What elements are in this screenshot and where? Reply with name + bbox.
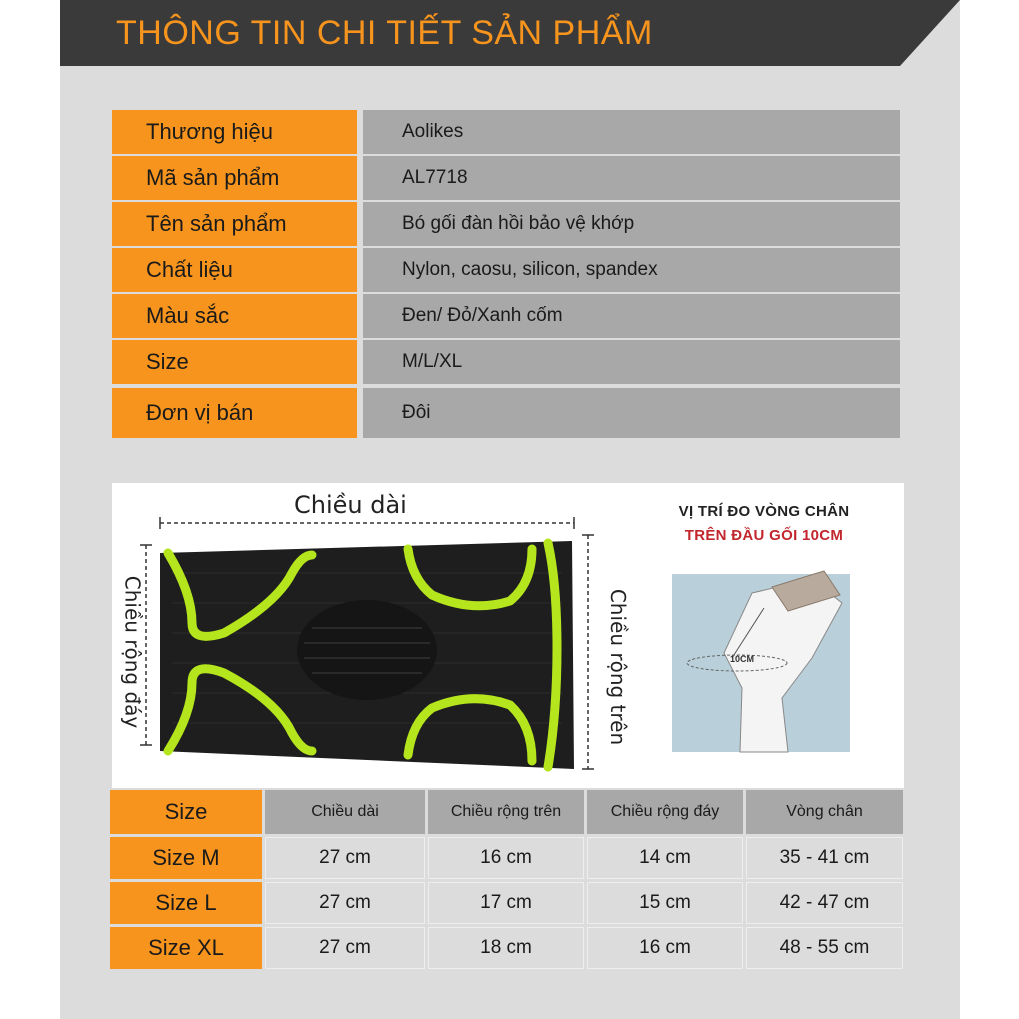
info-row-name: [112, 202, 900, 246]
top-width-label: Chiều rộng trên: [606, 588, 631, 746]
size-header-label: Size: [110, 790, 262, 834]
size-cell: 18 cm: [428, 927, 584, 969]
info-row-brand: [112, 110, 900, 154]
size-cell: 42 - 47 cm: [746, 882, 903, 924]
size-cell: 14 cm: [587, 837, 743, 879]
page-title: THÔNG TIN CHI TIẾT SẢN PHẨM: [116, 14, 653, 52]
measure-cm-label: 10CM: [730, 654, 755, 664]
size-cell: 16 cm: [587, 927, 743, 969]
size-row-label: Size XL: [110, 927, 262, 969]
info-label: Thương hiệu: [112, 110, 357, 154]
size-cell: 27 cm: [265, 882, 425, 924]
size-cell: 16 cm: [428, 837, 584, 879]
length-label: Chiều dài: [294, 491, 407, 519]
column-header: Chiều rộng đáy: [587, 790, 743, 834]
info-value: Đôi: [363, 388, 900, 438]
info-label: Màu sắc: [112, 294, 357, 338]
info-row-sku: [112, 156, 900, 200]
size-cell: 15 cm: [587, 882, 743, 924]
info-value: Nylon, caosu, silicon, spandex: [363, 248, 900, 292]
info-label: Đơn vị bán: [112, 388, 357, 438]
info-label: Size: [112, 340, 357, 384]
info-label: Chất liệu: [112, 248, 357, 292]
info-value: Bó gối đàn hồi bảo vệ khớp: [363, 202, 900, 246]
info-value: Aolikes: [363, 110, 900, 154]
size-cell: 17 cm: [428, 882, 584, 924]
info-value: Đen/ Đỏ/Xanh cốm: [363, 294, 900, 338]
info-row-unit: [112, 388, 900, 438]
header-corner: [900, 0, 960, 66]
size-cell: 48 - 55 cm: [746, 927, 903, 969]
column-header: Chiều rộng trên: [428, 790, 584, 834]
size-cell: 27 cm: [265, 837, 425, 879]
info-row-material: [112, 248, 900, 292]
measure-position-title: VỊ TRÍ ĐO VÒNG CHÂN: [678, 503, 850, 520]
info-row-size: [112, 340, 900, 384]
size-cell: 27 cm: [265, 927, 425, 969]
info-value: AL7718: [363, 156, 900, 200]
size-row-label: Size M: [110, 837, 262, 879]
size-cell: 35 - 41 cm: [746, 837, 903, 879]
measure-position-subtitle: TRÊN ĐẦU GỐI 10CM: [684, 527, 844, 544]
column-header: Vòng chân: [746, 790, 903, 834]
info-label: Tên sản phẩm: [112, 202, 357, 246]
size-row-label: Size L: [110, 882, 262, 924]
bottom-width-label: Chiều rộng đáy: [120, 575, 145, 729]
column-header: Chiều dài: [265, 790, 425, 834]
info-label: Mã sản phẩm: [112, 156, 357, 200]
info-row-color: [112, 294, 900, 338]
info-value: M/L/XL: [363, 340, 900, 384]
